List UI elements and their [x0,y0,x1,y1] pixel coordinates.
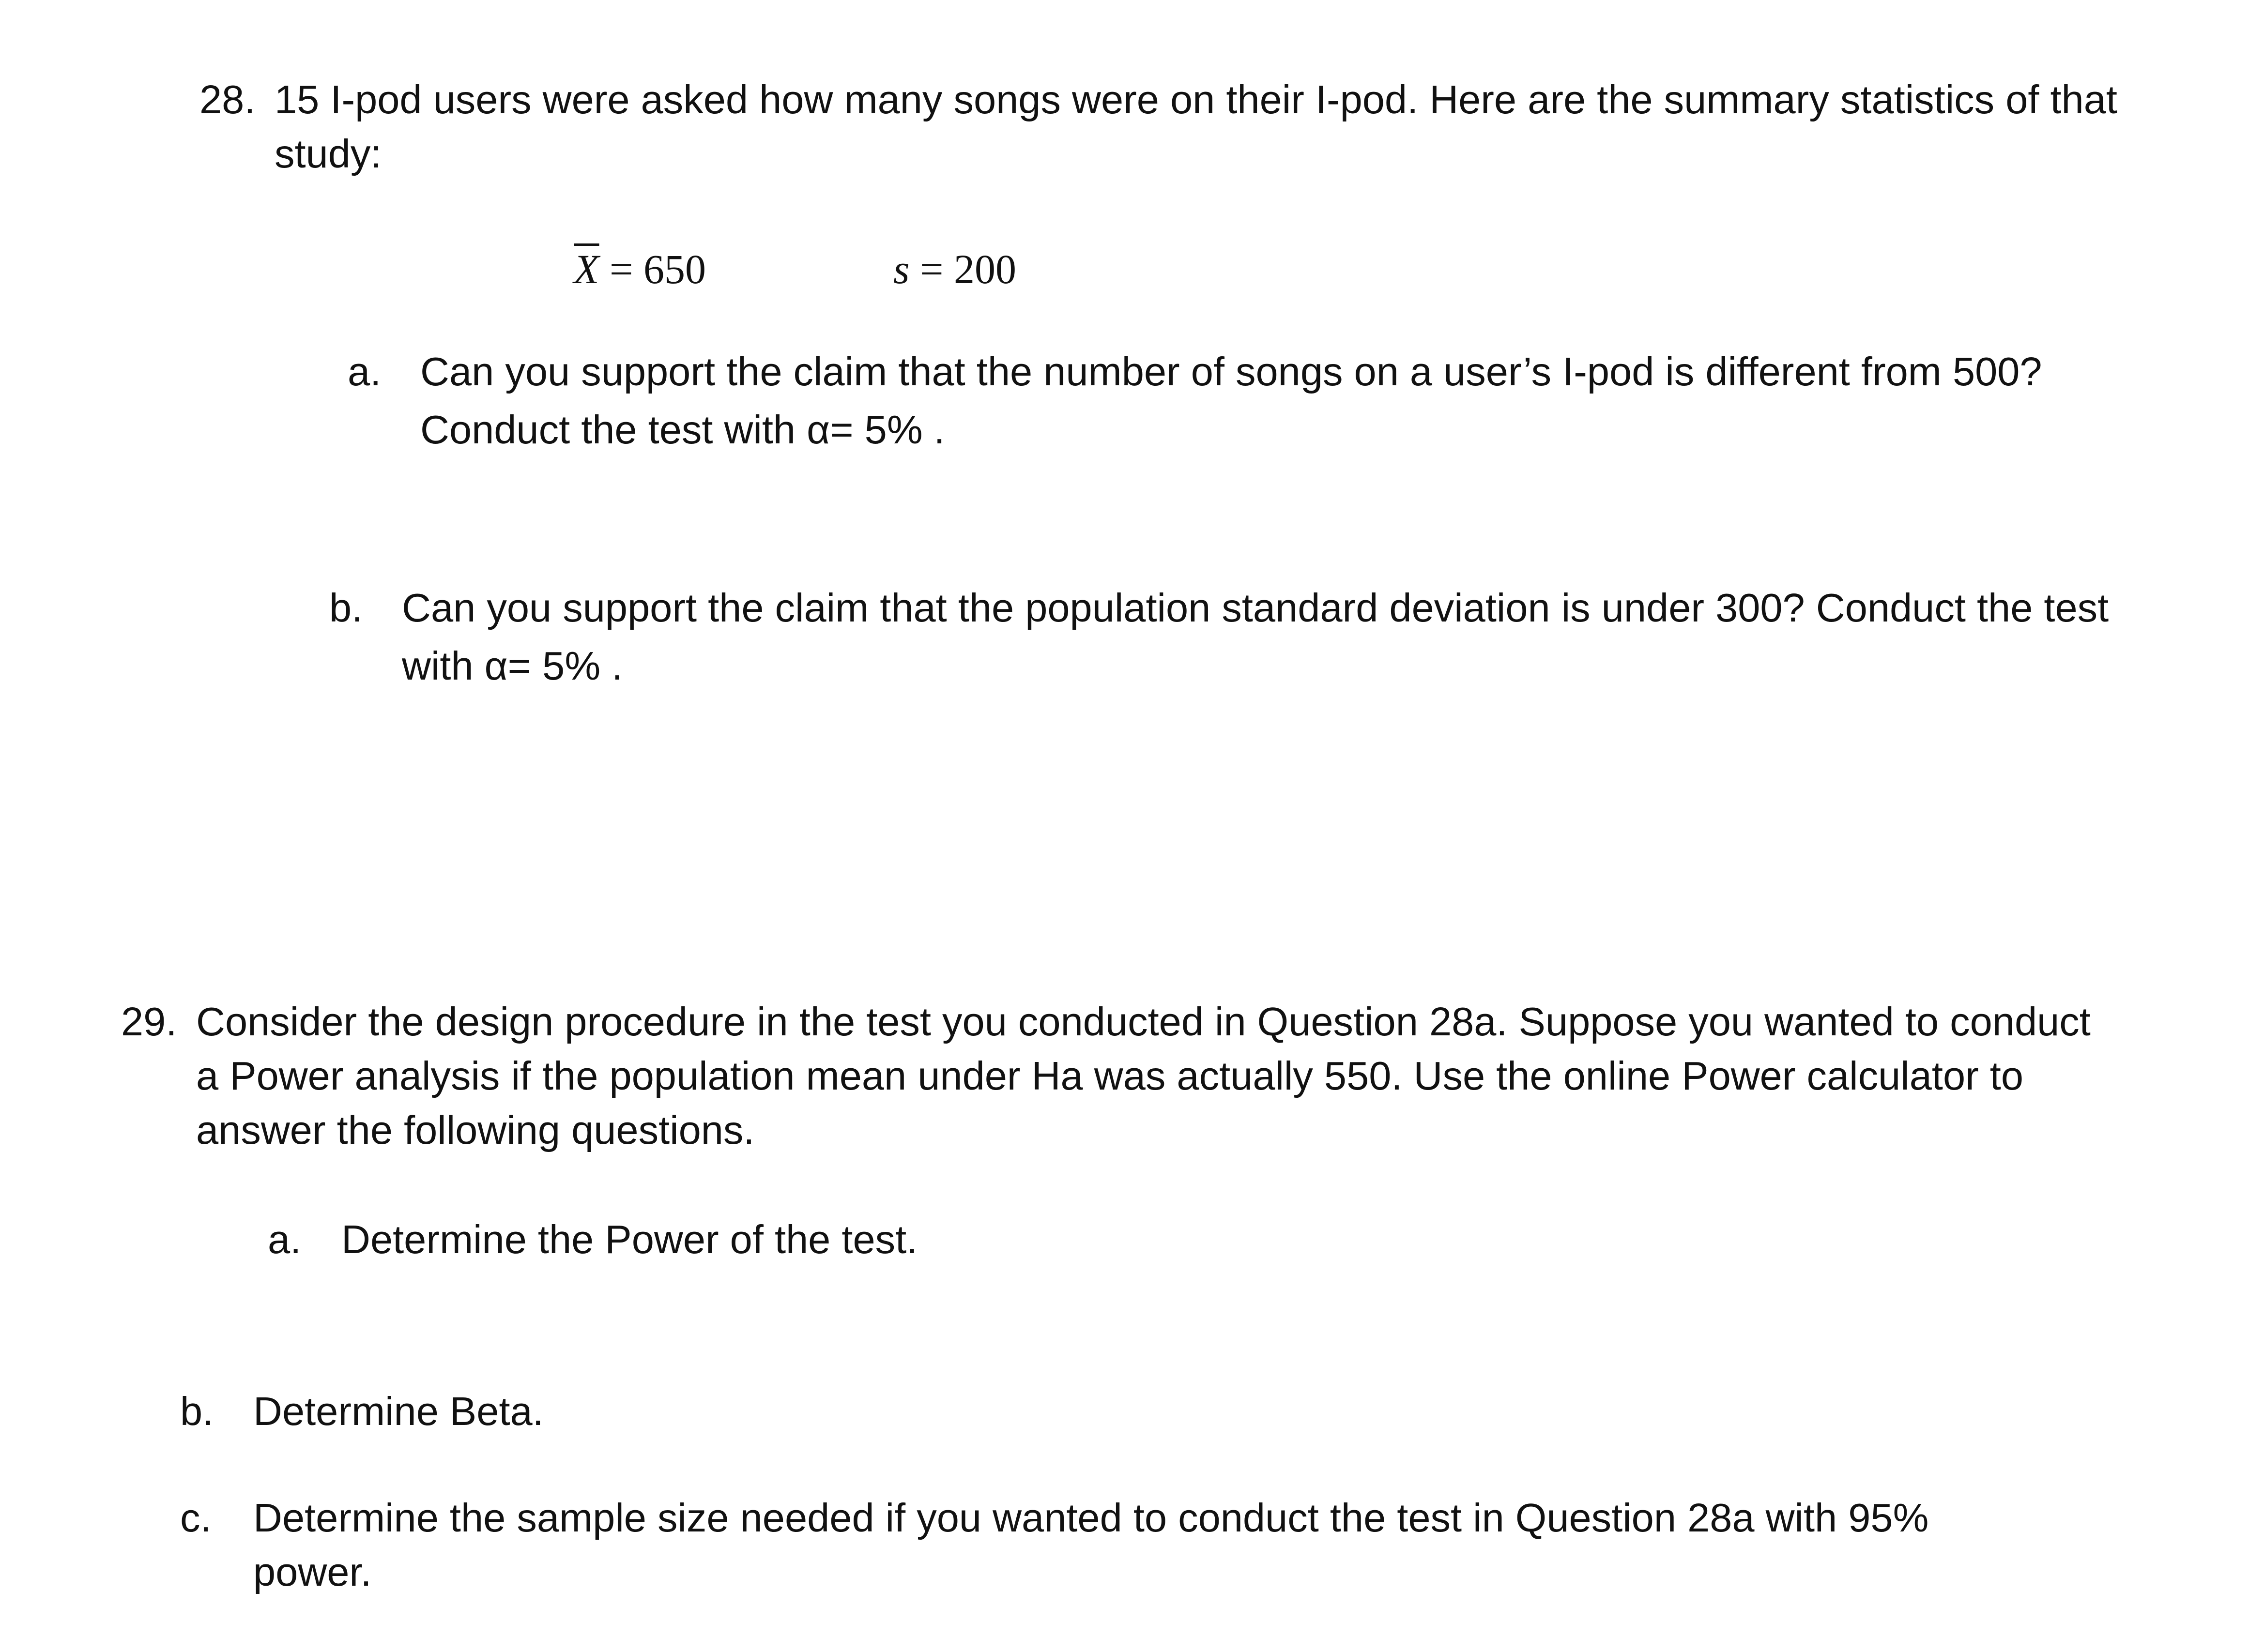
question-29c-marker: c. [180,1495,212,1540]
s-symbol: s [893,246,910,292]
question-29-number: 29. [121,999,177,1044]
question-28a-marker: a. [348,349,382,394]
question-29-text-line-2: a Power analysis if the population mean under Ha was actually 550. Use the online Power calculator to [196,1053,2024,1098]
question-29c-text-line-1: Determine the sample size needed if you wanted to conduct the test in Question 28a with 95% [253,1495,1929,1540]
standard-deviation-value: = 200 [909,246,1016,292]
question-28b-text-line-1: Can you support the claim that the population standard deviation is under 300? Conduct the test [402,585,2109,630]
sample-mean-stat [574,242,706,296]
question-29b-marker: b. [180,1389,214,1434]
question-29b-text: Determine Beta. [253,1389,544,1434]
question-28-text-line-1: 15 I-pod users were asked how many songs were on their I-pod. Here are the summary statistics of that [275,77,2117,122]
sample-mean-value: = 650 [599,246,706,292]
question-28b-marker: b. [329,585,363,630]
question-28-text-line-2: study: [275,131,382,176]
question-29-text-line-1: Consider the design procedure in the test you conducted in Question 28a. Suppose you wanted to conduct [196,999,2091,1044]
question-28a-text-line-1: Can you support the claim that the number of songs on a user’s I-pod is different from 500? [420,349,2042,394]
standard-deviation-stat [893,242,1016,296]
question-28-number: 28. [199,77,256,122]
x-bar-symbol: $\overline{X}$ [574,246,599,292]
question-29c-text-line-2: power. [253,1549,372,1594]
question-29-text-line-3: answer the following questions. [196,1107,755,1152]
question-29a-marker: a. [268,1217,302,1262]
question-28b-text-line-2: with α= 5% . [402,643,623,688]
question-29a-text: Determine the Power of the test. [341,1217,918,1262]
question-28a-text-line-2: Conduct the test with α= 5% . [420,407,945,452]
